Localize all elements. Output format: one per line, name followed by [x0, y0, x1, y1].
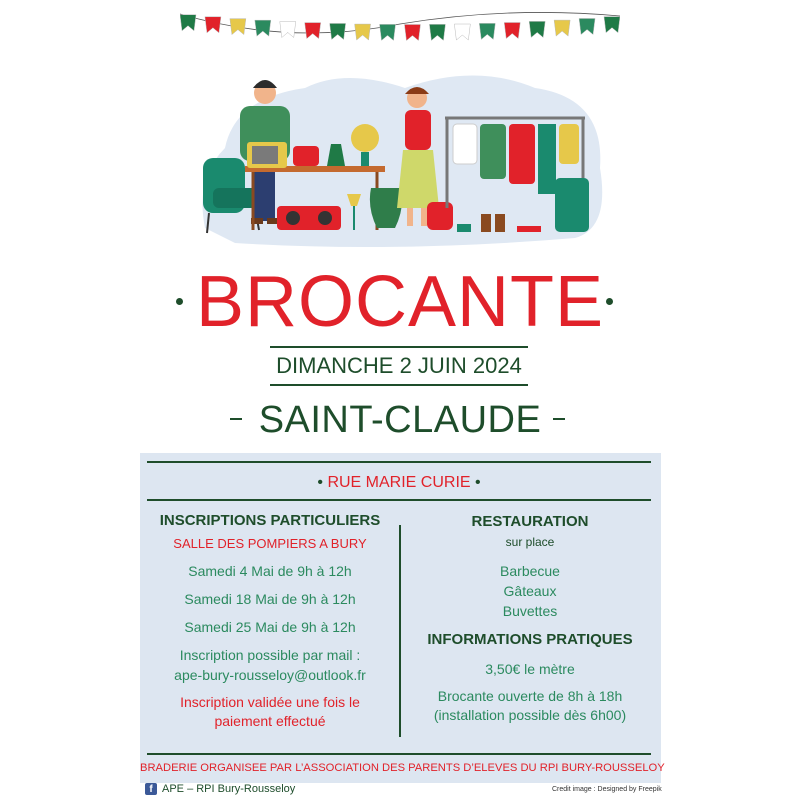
registration-heading: INSCRIPTIONS PARTICULIERS [159, 512, 381, 529]
city-dash-right [553, 418, 565, 420]
facebook-icon: f [145, 783, 157, 795]
food-item-2: Gâteaux [503, 583, 557, 599]
event-date: DIMANCHE 2 JUIN 2024 [270, 346, 528, 386]
opening-hours: Brocante ouverte de 8h à 18h [437, 688, 623, 704]
flea-market-illustration [195, 58, 610, 248]
bunting-flag [579, 18, 595, 34]
bunting-flag [230, 19, 246, 35]
title-bullet-left [176, 298, 183, 305]
image-credit: Credit image : Designed by Freepik [552, 786, 662, 793]
title-bullet-right [606, 298, 613, 305]
validation-line-2: paiement effectué [214, 713, 326, 729]
bunting-decoration [180, 6, 620, 56]
divider-top [147, 461, 651, 463]
bunting-flag [305, 23, 321, 39]
city-row [0, 396, 800, 446]
food-heading: RESTAURATION [471, 513, 589, 530]
title-row [0, 262, 800, 342]
bunting-flag [404, 25, 420, 41]
registration-date-3: Samedi 25 Mai de 9h à 12h [184, 619, 356, 635]
info-column [405, 513, 655, 743]
bunting-flag [554, 20, 570, 36]
bunting-flag [380, 24, 396, 40]
price: 3,50€ le mètre [485, 661, 575, 677]
facebook-page: APE – RPI Bury-Rousseloy [162, 783, 296, 795]
setup-hours: (installation possible dès 6h00) [433, 707, 627, 723]
registration-column [147, 512, 393, 742]
bunting-flag [604, 17, 620, 33]
divider-bottom [147, 753, 651, 755]
registration-date-2: Samedi 18 Mai de 9h à 12h [184, 591, 356, 607]
food-item-3: Buvettes [502, 603, 558, 619]
column-divider [399, 525, 401, 737]
bunting-flag [255, 20, 271, 36]
registration-date-1: Samedi 4 Mai de 9h à 12h [188, 563, 352, 579]
bunting-flag [454, 24, 470, 40]
divider-street [147, 499, 651, 501]
food-item-1: Barbecue [500, 563, 560, 579]
street-name: RUE MARIE CURIE [327, 474, 471, 491]
organizer-line: BRADERIE ORGANISEE PAR L’ASSOCIATION DES PARENTS D’ELEVES DU RPI BURY-ROUSSELOY [140, 762, 665, 774]
city-dash-left [230, 418, 242, 420]
street-line: • RUE MARIE CURIE • [317, 474, 481, 491]
bunting-flag [280, 22, 296, 38]
validation-line-1: Inscription validée une fois le [180, 694, 360, 710]
bunting-flag [529, 21, 545, 37]
bunting-flag [355, 24, 371, 40]
bunting-flag [205, 17, 221, 33]
registration-location: SALLE DES POMPIERS A BURY [173, 536, 367, 551]
bunting-flag [429, 24, 445, 40]
bunting-flag [180, 15, 196, 31]
bunting-flag [504, 23, 520, 39]
bunting-flag [479, 23, 495, 39]
mail-label: Inscription possible par mail : [179, 647, 361, 663]
bunting-flag [330, 23, 346, 39]
practical-heading: INFORMATIONS PRATIQUES [427, 631, 633, 648]
mail-address: ape-bury-rousseloy@outlook.fr [174, 667, 366, 683]
poster-title: BROCANTE [195, 262, 605, 342]
city-name: SAINT-CLAUDE [258, 399, 542, 441]
food-sub: sur place [505, 535, 555, 549]
